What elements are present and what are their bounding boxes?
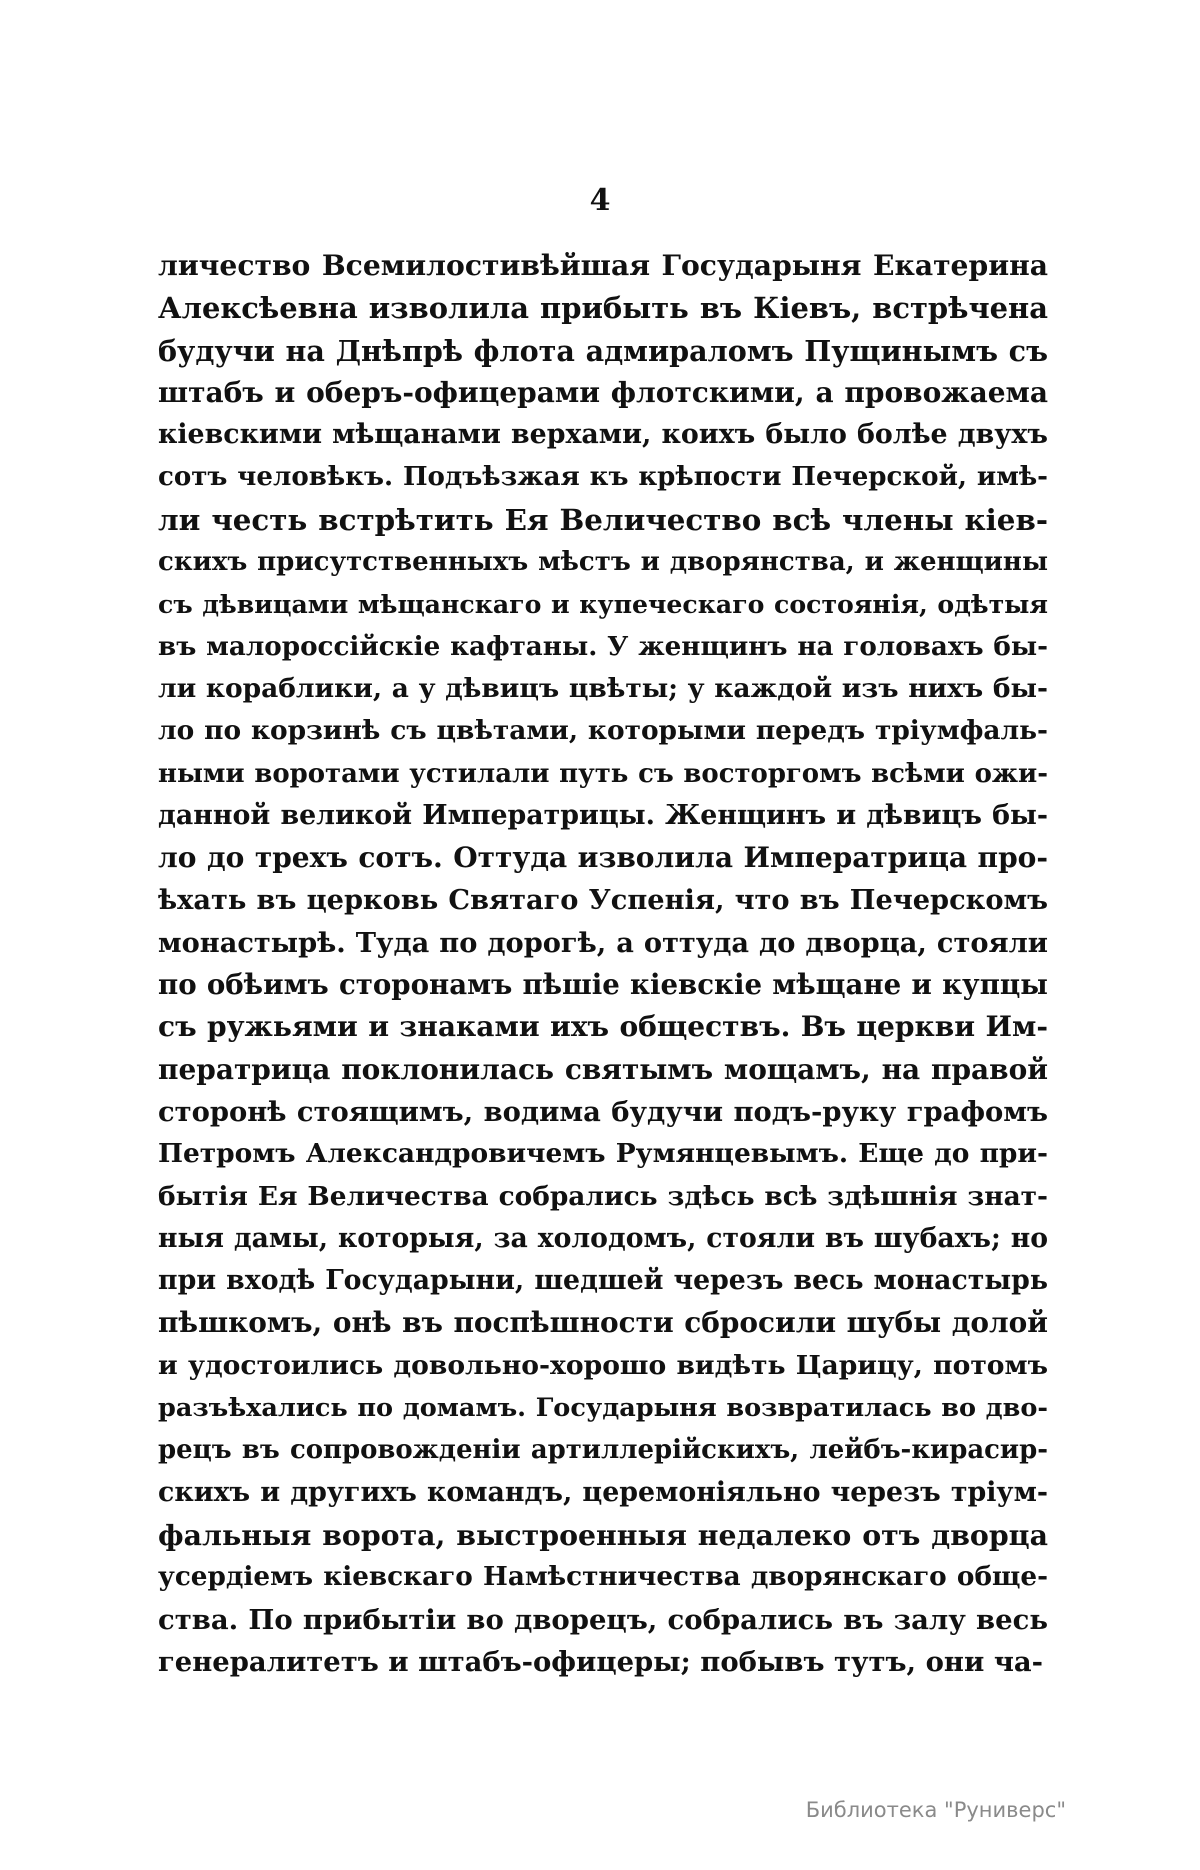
text-line: съ дѣвицами мѣщанскаго и купеческаго состоянія, одѣтыя bbox=[158, 589, 1048, 620]
text-line: ло по корзинѣ съ цвѣтами, которыми передъ тріумфаль- bbox=[158, 715, 1048, 747]
page-number: 4 bbox=[589, 183, 611, 218]
text-line: пѣшкомъ, онѣ въ поспѣшности сбросили шубы долой bbox=[158, 1306, 1048, 1340]
text-line: разъѣхались по домамъ. Государыня возвратилась во дво- bbox=[158, 1393, 1048, 1424]
text-line: скихъ присутственныхъ мѣстъ и дворянства, и женщины bbox=[158, 547, 1048, 578]
text-line: ныя дамы, которыя, за холодомъ, стояли въ шубахъ; но bbox=[158, 1222, 1048, 1254]
text-line: съ ружьями и знаками ихъ обществъ. Въ церкви Им- bbox=[158, 1010, 1048, 1044]
text-line: ства. По прибытіи во дворецъ, собрались въ залу весь bbox=[158, 1603, 1048, 1636]
body-text bbox=[158, 245, 1048, 1683]
text-line: личество Всемилостивѣйшая Государыня Екатерина bbox=[158, 249, 1048, 282]
text-line: въ малороссійскіе кафтаны. У женщинъ на головахъ бы- bbox=[158, 630, 1048, 662]
text-line: фальныя ворота, выстроенныя недалеко отъ дворца bbox=[158, 1517, 1048, 1552]
text-line: ператрица поклонилась святымъ мощамъ, на правой bbox=[158, 1052, 1048, 1086]
text-line: ло до трехъ сотъ. Оттуда изволила Императрица про- bbox=[158, 841, 1048, 875]
text-line: при входѣ Государыни, шедшей черезъ весь монастырь bbox=[158, 1265, 1048, 1297]
text-line: сотъ человѣкъ. Подъѣзжая къ крѣпости Печерской, имѣ- bbox=[158, 462, 1048, 493]
text-line: по обѣимъ сторонамъ пѣшіе кіевскіе мѣщане и купцы bbox=[158, 968, 1048, 1002]
text-line: скихъ и другихъ командъ, церемоніяльно черезъ тріум- bbox=[158, 1476, 1048, 1508]
text-line: бытія Ея Величества собрались здѣсь всѣ здѣшнія знат- bbox=[158, 1180, 1048, 1212]
text-line: монастырѣ. Туда по дорогѣ, а оттуда до дворца, стояли bbox=[158, 926, 1048, 959]
text-line: генералитетъ и штабъ-офицеры; побывъ тутъ, они ча- bbox=[158, 1645, 1044, 1678]
text-line: штабъ и оберъ-офицерами флотскими, а провожаема bbox=[158, 375, 1048, 409]
text-line: ли кораблики, а у дѣвицъ цвѣты; у каждой изъ нихъ бы- bbox=[158, 672, 1048, 704]
text-line: кіевскими мѣщанами верхами, коихъ было болѣе двухъ bbox=[158, 419, 1048, 451]
text-line: и удостоились довольно-хорошо видѣть Царицу, потомъ bbox=[158, 1349, 1048, 1381]
text-line: будучи на Днѣпрѣ флота адмираломъ Пущинымъ съ bbox=[158, 333, 1048, 368]
text-line: Петромъ Александровичемъ Румянцевымъ. Еще до при- bbox=[158, 1138, 1048, 1170]
text-line: ли честь встрѣтить Ея Величество всѣ члены кіев- bbox=[158, 501, 1048, 537]
text-line: ѣхать въ церковь Святаго Успенія, что въ Печерскомъ bbox=[158, 884, 1048, 917]
text-line: Алексѣевна изволила прибыть въ Кіевъ, встрѣчена bbox=[158, 291, 1048, 326]
library-watermark: Библиотека "Руниверс" bbox=[805, 1798, 1066, 1822]
text-line: данной великой Императрицы. Женщинъ и дѣвицъ бы- bbox=[158, 799, 1048, 831]
text-line: ными воротами устилали путь съ восторгомъ всѣми ожи- bbox=[158, 758, 1048, 789]
text-line: сторонѣ стоящимъ, водима будучи подъ-руку графомъ bbox=[158, 1095, 1048, 1128]
text-line: рецъ въ сопровожденіи артиллерійскихъ, лейбъ-кирасир- bbox=[158, 1435, 1048, 1466]
text-line: усердіемъ кіевскаго Намѣстничества дворянскаго обще- bbox=[158, 1561, 1048, 1593]
